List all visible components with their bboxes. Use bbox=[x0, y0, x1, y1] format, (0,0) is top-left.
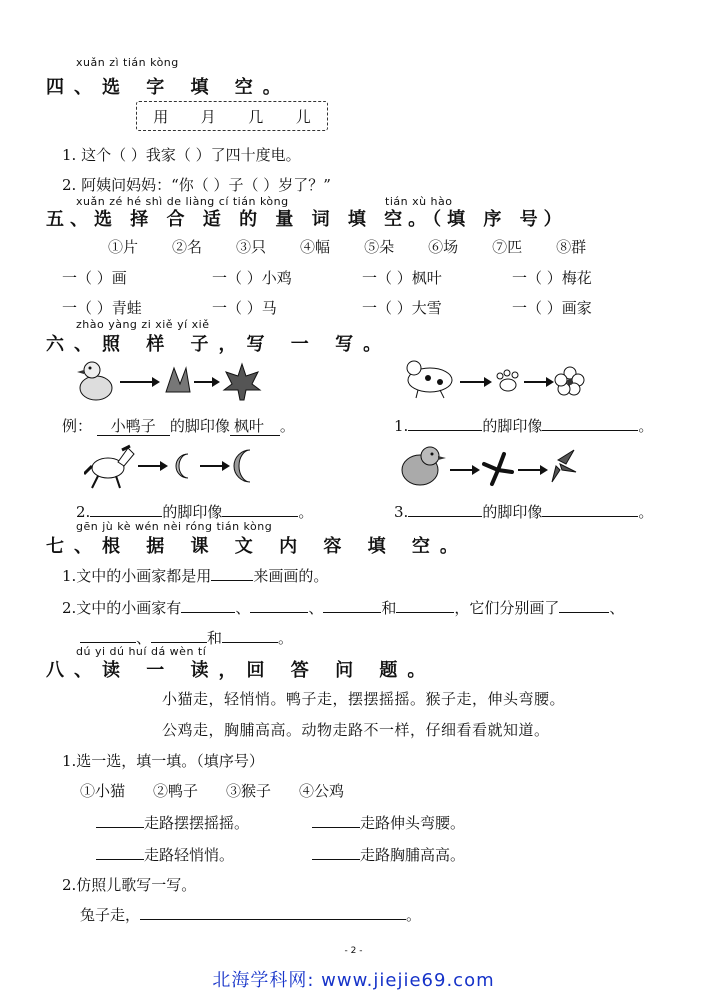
example-label: 例： bbox=[62, 417, 93, 435]
char-option: 几 bbox=[248, 107, 264, 126]
s6-q3 bbox=[394, 501, 653, 522]
crescent-moon-icon bbox=[176, 454, 188, 478]
s6-q2 bbox=[76, 501, 313, 522]
answer-blank[interactable] bbox=[90, 502, 162, 517]
animal-option: ①小猫 bbox=[80, 782, 126, 800]
s5-r1-c2: 一（ ）小鸡 bbox=[212, 269, 292, 287]
s6-q1 bbox=[394, 415, 653, 436]
measure-option: ③只 bbox=[236, 238, 267, 256]
answer-blank[interactable] bbox=[408, 502, 482, 517]
s4-q2: 2. 阿姨问妈妈：“你（ ）子（ ）岁了？” bbox=[62, 176, 331, 194]
s5-r1-c1: 一（ ）画 bbox=[62, 269, 127, 287]
answer-blank[interactable] bbox=[312, 845, 360, 860]
answer-blank[interactable] bbox=[151, 628, 207, 643]
answer-blank[interactable] bbox=[408, 416, 482, 431]
arrow-icon bbox=[200, 461, 230, 471]
arrow-icon bbox=[120, 377, 160, 387]
answer-blank[interactable] bbox=[96, 813, 144, 828]
plum-blossom-icon bbox=[555, 367, 584, 395]
answer-blank[interactable] bbox=[559, 598, 609, 613]
arrow-icon bbox=[194, 377, 220, 387]
answer-blank[interactable] bbox=[312, 813, 360, 828]
answer-blank[interactable] bbox=[542, 502, 638, 517]
s4-pinyin: xuǎn zì tián kòng bbox=[76, 56, 179, 69]
q1-end: 。 bbox=[638, 417, 654, 435]
s7-q2-b: ，它们分别画了 bbox=[454, 599, 560, 617]
measure-option: ⑦匹 bbox=[492, 238, 523, 256]
answer-blank[interactable] bbox=[211, 566, 253, 581]
fill-text: 走路摆摆摇摇。 bbox=[144, 814, 250, 832]
s5-options bbox=[108, 236, 620, 257]
answer-blank[interactable] bbox=[140, 905, 406, 920]
dog-to-flower-pictures bbox=[400, 356, 590, 402]
arrow-icon bbox=[518, 465, 548, 475]
s8-options bbox=[80, 780, 344, 801]
and-word: 和 bbox=[207, 629, 223, 647]
s5-r2-c1: 一（ ）青蛙 bbox=[62, 299, 142, 317]
arrow-icon bbox=[524, 377, 554, 387]
s5-r1-c4: 一（ ）梅花 bbox=[512, 269, 592, 287]
fill-text: 走路轻悄悄。 bbox=[144, 846, 235, 864]
example-animal: 小鸭子 bbox=[97, 417, 170, 436]
separator: 、 bbox=[235, 599, 251, 617]
s8-poem-line-2: 公鸡走，胸脯高高。动物走路不一样，仔细看看就知道。 bbox=[162, 721, 550, 739]
s7-q1-b: 来画画的。 bbox=[253, 567, 329, 585]
char-option: 月 bbox=[200, 107, 216, 126]
s5-pinyin: xuǎn zé hé shì de liàng cí tián kòng bbox=[76, 195, 289, 208]
measure-option: ⑥场 bbox=[428, 238, 459, 256]
s5-r2-c3: 一（ ）大雪 bbox=[362, 299, 442, 317]
s8-title: 八、读 一 读，回 答 问 题。 bbox=[46, 660, 436, 681]
example-end: 。 bbox=[279, 417, 295, 435]
q2-number: 2. bbox=[76, 503, 91, 521]
s4-q1: 1. 这个（ ）我家（ ）了四十度电。 bbox=[62, 146, 301, 164]
s6-title: 六、照 样 子，写 一 写。 bbox=[46, 334, 392, 355]
animal-option: ②鸭子 bbox=[153, 782, 199, 800]
answer-blank[interactable] bbox=[323, 598, 381, 613]
char-option: 儿 bbox=[295, 107, 311, 126]
horse-icon bbox=[84, 446, 134, 488]
page-number: - 2 - bbox=[344, 946, 363, 956]
s8-pinyin: dú yi dú huí dá wèn tí bbox=[76, 645, 207, 658]
chick-footprint-icon bbox=[484, 454, 512, 484]
horse-to-moon-pictures bbox=[84, 442, 274, 492]
fill-text: 走路伸头弯腰。 bbox=[360, 814, 466, 832]
s8-fill-1 bbox=[96, 812, 249, 833]
s8-fill-4 bbox=[312, 844, 465, 865]
arrow-icon bbox=[460, 377, 492, 387]
s7-q2-a: 2.文中的小画家有 bbox=[62, 599, 182, 617]
s4-title: 四、选 字 填 空。 bbox=[46, 77, 291, 98]
measure-option: ②名 bbox=[172, 238, 203, 256]
s7-pinyin: gēn jù kè wén nèi róng tián kòng bbox=[76, 520, 273, 533]
duck-to-leaf-pictures bbox=[74, 358, 264, 404]
s5-r2-c4: 一（ ）画家 bbox=[512, 299, 592, 317]
s7-q1 bbox=[62, 565, 328, 586]
q3-end: 。 bbox=[638, 503, 654, 521]
animal-option: ④公鸡 bbox=[299, 782, 345, 800]
measure-option: ④幅 bbox=[300, 238, 331, 256]
q3-number: 3. bbox=[394, 503, 409, 521]
duck-footprint-icon bbox=[166, 368, 190, 392]
separator: 、 bbox=[308, 599, 324, 617]
chick-icon bbox=[402, 447, 446, 485]
chick-to-bamboo-pictures bbox=[398, 442, 588, 492]
example-mid: 的脚印像 bbox=[169, 417, 230, 435]
q1-mid: 的脚印像 bbox=[482, 417, 543, 435]
s7-title: 七、根 据 课 文 内 容 填 空。 bbox=[46, 536, 468, 557]
measure-option: ①片 bbox=[108, 238, 139, 256]
rabbit-end: 。 bbox=[406, 906, 422, 924]
s8-q2: 2.仿照儿歌写一写。 bbox=[62, 876, 197, 894]
arrow-icon bbox=[450, 465, 480, 475]
q3-mid: 的脚印像 bbox=[482, 503, 543, 521]
answer-blank[interactable] bbox=[181, 598, 235, 613]
answer-blank[interactable] bbox=[222, 502, 298, 517]
animal-option: ③猴子 bbox=[226, 782, 272, 800]
answer-blank[interactable] bbox=[542, 416, 638, 431]
answer-blank[interactable] bbox=[80, 628, 136, 643]
s4-char-box bbox=[136, 101, 328, 131]
s7-q2 bbox=[62, 597, 624, 618]
char-option: 用 bbox=[153, 107, 169, 126]
q2-mid: 的脚印像 bbox=[162, 503, 223, 521]
and-word: 和 bbox=[381, 599, 397, 617]
measure-option: ⑧群 bbox=[556, 238, 587, 256]
s8-rabbit-line bbox=[80, 904, 421, 925]
answer-blank[interactable] bbox=[396, 598, 454, 613]
s5-r1-c3: 一（ ）枫叶 bbox=[362, 269, 442, 287]
q2-end: 。 bbox=[298, 503, 314, 521]
s5-pinyin2: tián xù hào bbox=[385, 195, 453, 208]
separator: 、 bbox=[609, 599, 625, 617]
crescent-moon-icon bbox=[234, 450, 250, 482]
arrow-icon bbox=[138, 461, 168, 471]
duck-icon bbox=[77, 362, 112, 400]
s8-fill-3 bbox=[96, 844, 234, 865]
separator: 、 bbox=[136, 629, 152, 647]
s5-title: 五、选 择 合 适 的 量 词 填 空。（填 序 号） bbox=[46, 209, 568, 230]
s6-example bbox=[62, 415, 295, 436]
q1-number: 1. bbox=[394, 417, 409, 435]
bamboo-leaf-icon bbox=[552, 450, 576, 482]
measure-option: ⑤朵 bbox=[364, 238, 395, 256]
rabbit-text: 兔子走， bbox=[80, 906, 141, 924]
answer-blank[interactable] bbox=[222, 628, 278, 643]
s7-end: 。 bbox=[278, 629, 294, 647]
s7-q1-a: 1.文中的小画家都是用 bbox=[62, 567, 212, 585]
paw-print-icon bbox=[497, 370, 518, 391]
site-footer[interactable]: 北海学科网: www.jiejie69.com bbox=[212, 970, 495, 991]
maple-leaf-icon bbox=[224, 364, 260, 400]
fill-text: 走路胸脯高高。 bbox=[360, 846, 466, 864]
s8-fill-2 bbox=[312, 812, 465, 833]
s5-r2-c2: 一（ ）马 bbox=[212, 299, 277, 317]
s6-pinyin: zhào yàng zi xiě yí xiě bbox=[76, 318, 210, 331]
s8-q1: 1.选一选，填一填。（填序号） bbox=[62, 752, 264, 770]
answer-blank[interactable] bbox=[250, 598, 308, 613]
example-print: 枫叶 bbox=[230, 417, 280, 436]
answer-blank[interactable] bbox=[96, 845, 144, 860]
s8-poem-line-1: 小猫走，轻悄悄。鸭子走，摆摆摇摇。猴子走，伸头弯腰。 bbox=[162, 690, 566, 708]
dog-icon bbox=[407, 361, 452, 398]
